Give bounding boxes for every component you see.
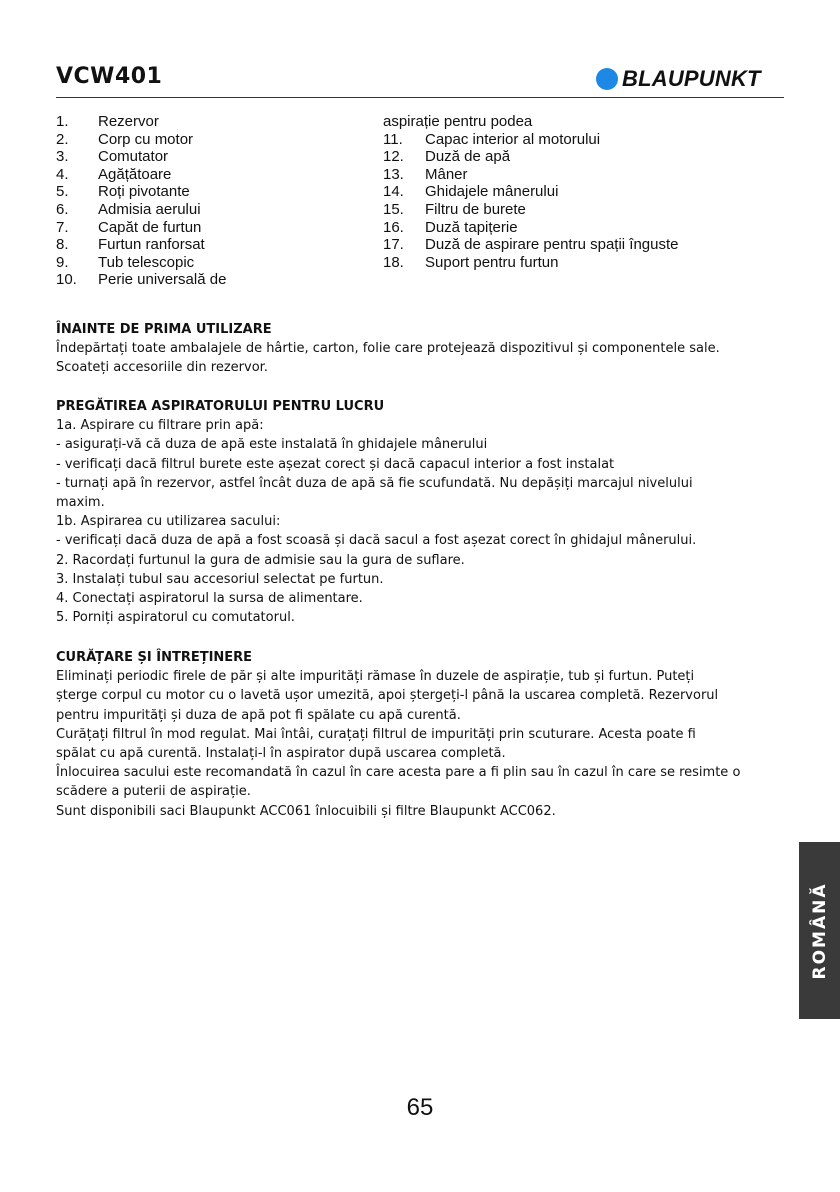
section-heading: CURĂȚARE ȘI ÎNTREȚINERE (56, 650, 253, 665)
paragraph-line: Eliminați periodic firele de păr și alte impurități rămase în duzele de aspirație, tub și furtun. Puteți (56, 669, 695, 685)
header-divider (56, 97, 784, 98)
section-preparation (56, 397, 786, 627)
parts-list-item: 14. Ghidajele mânerului (383, 183, 559, 201)
section-heading: PREGĂTIREA ASPIRATORULUI PENTRU LUCRU (56, 399, 385, 414)
paragraph-line: 3. Instalați tubul sau accesoriul selectat pe furtun. (56, 571, 384, 587)
paragraph-line: Sunt disponibili saci Blaupunkt ACC061 înlocuibili și filtre Blaupunkt ACC062. (56, 803, 556, 819)
paragraph-line: pentru impurități și duza de apă pot fi spălate cu apă curentă. (56, 707, 461, 723)
parts-list-item: 17. Duză de aspirare pentru spații înguste (383, 236, 679, 254)
paragraph-line: - asigurați-vă că duza de apă este instalată în ghidajele mânerului (56, 437, 488, 453)
paragraph-line: Înlocuirea sacului este recomandată în cazul în care acesta pare a fi plin sau în cazul în care se resimte o (56, 765, 741, 781)
parts-list-item: 2. Corp cu motor (56, 130, 194, 148)
paragraph-line: 1b. Aspirarea cu utilizarea sacului: (56, 514, 281, 530)
brand-name: BLAUPUNKT (622, 66, 761, 91)
paragraph-line: Îndepărtați toate ambalajele de hârtie, carton, folie care protejează dispozitivul și componentele sale. (56, 341, 720, 357)
brand-dot-icon (596, 68, 618, 90)
parts-list-item: 11. Capac interior al motorului (383, 130, 601, 148)
parts-list-item: 9. Tub telescopic (56, 253, 195, 271)
page-number: 65 (406, 1094, 434, 1121)
paragraph-line: - verificați dacă duza de apă a fost scoasă și dacă sacul a fost așezat corect în ghidajul mânerului. (56, 533, 697, 549)
parts-list-item: 8. Furtun ranforsat (56, 236, 205, 254)
paragraph-line: Scoateți accesoriile din rezervor. (56, 360, 268, 376)
paragraph-line: 2. Racordați furtunul la gura de admisie sau la gura de suflare. (56, 552, 465, 568)
parts-list-item: 3. Comutator (56, 148, 169, 166)
paragraph-line: - verificați dacă filtrul burete este așezat corect și dacă capacul interior a fost instalat (56, 456, 615, 472)
paragraph-line: 5. Porniți aspiratorul cu comutatorul. (56, 610, 295, 626)
parts-list-item: 18. Suport pentru furtun (383, 253, 559, 271)
language-tab-label: ROMÂNĂ (809, 882, 830, 979)
paragraph-line: Curățați filtrul în mod regulat. Mai întâi, curațați filtrul de impurități prin scuturare. Acesta poate fi (56, 726, 696, 742)
paragraph-line: spălat cu apă curentă. Instalați-l în aspirator după uscarea completă. (56, 746, 506, 762)
paragraph-line: 1a. Aspirare cu filtrare prin apă: (56, 418, 264, 434)
parts-list-item: 10. Perie universală de (56, 271, 227, 289)
model-title: VCW401 (56, 64, 163, 89)
parts-list-item: 12. Duză de apă (383, 148, 511, 166)
parts-list-item: 5. Roți pivotante (56, 183, 190, 201)
parts-list-continuation: aspirație pentru podea (383, 113, 533, 130)
parts-list-item: 6. Admisia aerului (56, 200, 201, 218)
parts-list-right (383, 113, 678, 271)
section-cleaning-maintenance (56, 648, 786, 821)
parts-list-item: 7. Capăt de furtun (56, 218, 202, 236)
section-before-first-use (56, 320, 786, 378)
parts-list-item: 15. Filtru de burete (383, 200, 526, 218)
paragraph-line: 4. Conectați aspiratorul la sursa de alimentare. (56, 591, 363, 607)
parts-list-item: 13. Mâner (383, 165, 468, 183)
parts-list-item: 4. Agățătoare (56, 165, 172, 183)
paragraph-line: - turnați apă în rezervor, astfel încât duza de apă să fie scufundată. Nu depășiți marcajul nivelului (56, 475, 693, 491)
parts-list-left (56, 113, 226, 289)
language-tab (799, 842, 840, 1019)
section-heading: ÎNAINTE DE PRIMA UTILIZARE (56, 322, 272, 337)
parts-list-item: 1. Rezervor (56, 113, 159, 130)
paragraph-line: scădere a puterii de aspirație. (56, 784, 251, 800)
paragraph-line: maxim. (56, 495, 105, 511)
brand-logo (596, 66, 761, 92)
parts-list-item: 16. Duză tapițerie (383, 218, 518, 236)
paragraph-line: șterge corpul cu motor cu o lavetă ușor umezită, apoi ștergeți-l până la uscarea completă. Rezervorul (56, 688, 719, 704)
